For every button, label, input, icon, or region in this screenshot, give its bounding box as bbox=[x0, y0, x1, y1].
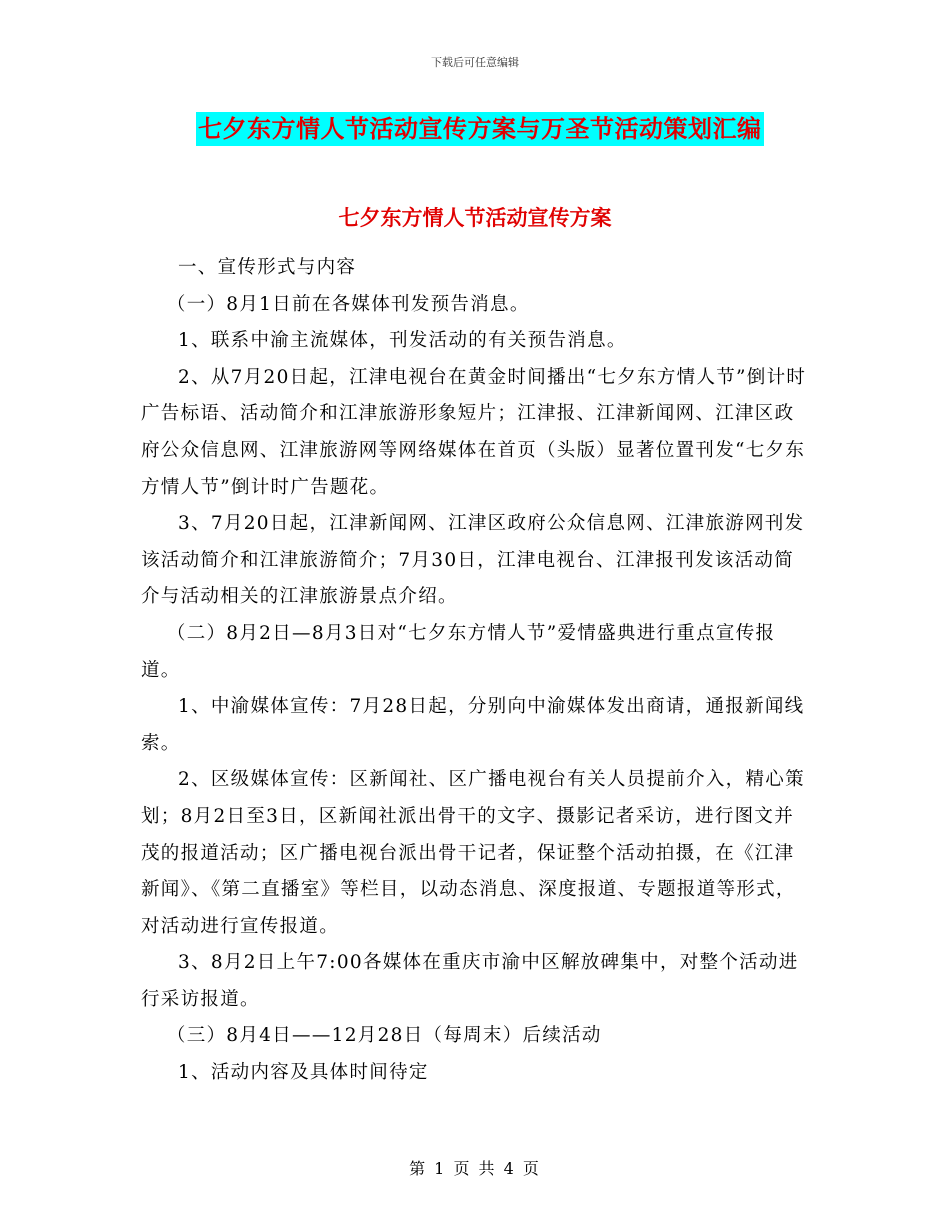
paragraph: （二）8月2日—8月3日对“七夕东方情人节”爱情盛典进行重点宣传报道。 bbox=[141, 622, 776, 681]
paragraph: 1、联系中渝主流媒体，刊发活动的有关预告消息。 bbox=[178, 330, 627, 352]
document-body bbox=[141, 250, 809, 1092]
paragraph: （一）8月1日前在各媒体刊发预告消息。 bbox=[166, 293, 530, 315]
paragraph: 3、8月2日上午7:00各媒体在重庆市渝中区解放碑集中，对整个活动进行采访报道。 bbox=[141, 952, 799, 1010]
sub-title: 七夕东方情人节活动宣传方案 bbox=[338, 206, 612, 230]
paragraph: 2、区级媒体宣传：区新闻社、区广播电视台有关人员提前介入，精心策划；8月2日至3日，区新闻社派出骨干的文字、摄影记者采访，进行图文并茂的报道活动；区广播电视台派出骨干记者，保证整个活动拍摄，在《江津新闻》、《第二直播室》等栏目，以动态消息、深度报道、专题报道等形式，对活动进行宣传报道。 bbox=[141, 769, 805, 937]
paragraph: 1、中渝媒体宣传：7月28日起，分别向中渝媒体发出商请，通报新闻线索。 bbox=[141, 696, 805, 754]
main-title: 七夕东方情人节活动宣传方案与万圣节活动策划汇编 bbox=[196, 112, 764, 146]
paragraph: 1、活动内容及具体时间待定 bbox=[178, 1062, 429, 1084]
paragraph: 3、7月20日起，江津新闻网、江津区政府公众信息网、江津旅游网刊发该活动简介和江津旅游简介；7月30日，江津电视台、江津报刊发该活动简介与活动相关的江津旅游景点介绍。 bbox=[141, 513, 805, 608]
page-footer: 第 1 页 共 4 页 bbox=[409, 1159, 541, 1178]
paragraph: （三）8月4日——12月28日（每周末）后续活动 bbox=[166, 1025, 602, 1047]
header-note: 下载后可任意编辑 bbox=[431, 56, 519, 69]
paragraph: 一、宣传形式与内容 bbox=[178, 257, 357, 278]
paragraph: 2、从7月20日起，江津电视台在黄金时间播出“七夕东方情人节”倒计时广告标语、活动简介和江津旅游形象短片；江津报、江津新闻网、江津区政府公众信息网、江津旅游网等网络媒体在首页（头版）显著位置刊发“七夕东方情人节”倒计时广告题花。 bbox=[141, 366, 807, 498]
